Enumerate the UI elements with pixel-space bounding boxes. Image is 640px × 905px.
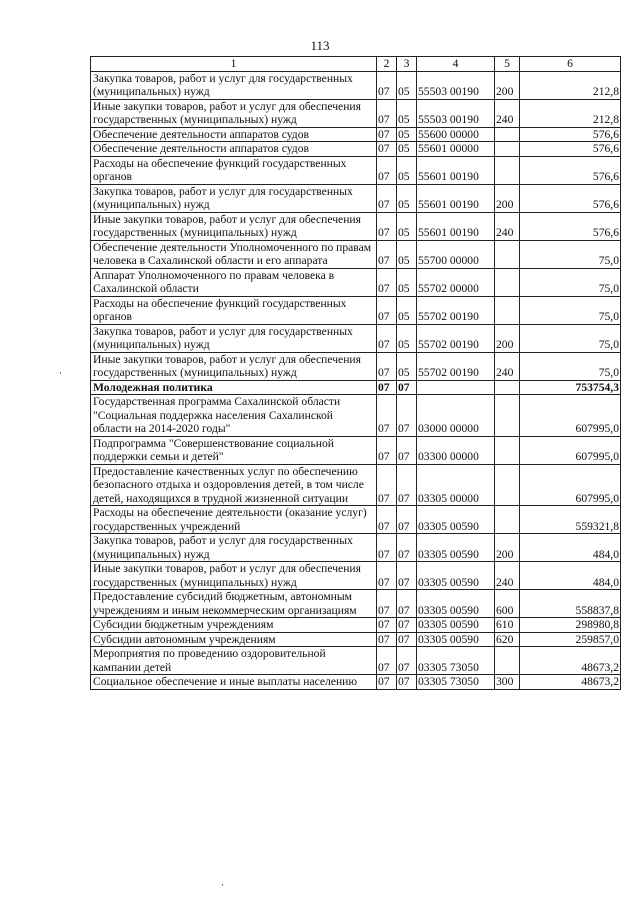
row-name-cell: Предоставление субсидий бюджетным, автономным учреждениям и иным некоммерческим организациям bbox=[91, 590, 377, 618]
table-row bbox=[91, 240, 621, 268]
target-article-cell: 03305 00000 bbox=[417, 464, 495, 506]
row-name-cell: Мероприятия по проведению оздоровительной кампании детей bbox=[91, 647, 377, 675]
table-row bbox=[91, 71, 621, 99]
row-name-cell: Закупка товаров, работ и услуг для государственных (муниципальных) нужд bbox=[91, 534, 377, 562]
table-row bbox=[91, 590, 621, 618]
expense-type-cell bbox=[495, 436, 520, 464]
amount-cell: 259857,0 bbox=[520, 632, 621, 647]
target-article-cell: 55601 00190 bbox=[417, 184, 495, 212]
amount-cell: 607995,0 bbox=[520, 436, 621, 464]
amount-cell: 75,0 bbox=[520, 324, 621, 352]
row-name-cell: Аппарат Уполномоченного по правам человека в Сахалинской области bbox=[91, 268, 377, 296]
expense-type-cell: 240 bbox=[495, 99, 520, 127]
row-name-cell: Закупка товаров, работ и услуг для государственных (муниципальных) нужд bbox=[91, 324, 377, 352]
section-code-cell: 07 bbox=[377, 142, 397, 157]
target-article-cell: 03300 00000 bbox=[417, 436, 495, 464]
row-name-cell: Иные закупки товаров, работ и услуг для обеспечения государственных (муниципальных) нужд bbox=[91, 352, 377, 380]
table-row bbox=[91, 436, 621, 464]
amount-cell: 558837,8 bbox=[520, 590, 621, 618]
expense-type-cell: 610 bbox=[495, 618, 520, 633]
row-name-cell: Расходы на обеспечение деятельности (оказание услуг) государственных учреждений bbox=[91, 506, 377, 534]
target-article-cell: 55601 00190 bbox=[417, 212, 495, 240]
subsection-code-cell: 07 bbox=[397, 395, 417, 437]
amount-cell: 576,6 bbox=[520, 142, 621, 157]
table-row bbox=[91, 562, 621, 590]
amount-cell: 75,0 bbox=[520, 240, 621, 268]
subsection-code-cell: 05 bbox=[397, 99, 417, 127]
target-article-cell: 55702 00190 bbox=[417, 296, 495, 324]
target-article-cell: 55600 00000 bbox=[417, 127, 495, 142]
amount-cell: 576,6 bbox=[520, 156, 621, 184]
subsection-code-cell: 05 bbox=[397, 352, 417, 380]
subsection-code-cell: 07 bbox=[397, 675, 417, 690]
amount-cell: 484,0 bbox=[520, 562, 621, 590]
section-code-cell: 07 bbox=[377, 464, 397, 506]
amount-cell: 576,6 bbox=[520, 184, 621, 212]
amount-cell: 484,0 bbox=[520, 534, 621, 562]
amount-cell: 576,6 bbox=[520, 212, 621, 240]
table-row bbox=[91, 632, 621, 647]
target-article-cell: 55702 00000 bbox=[417, 268, 495, 296]
table-row bbox=[91, 212, 621, 240]
section-code-cell: 07 bbox=[377, 352, 397, 380]
row-name-cell: Обеспечение деятельности аппаратов судов bbox=[91, 142, 377, 157]
amount-cell: 298980,8 bbox=[520, 618, 621, 633]
expense-type-cell bbox=[495, 268, 520, 296]
row-name-cell: Государственная программа Сахалинской области "Социальная поддержка населения Сахалинской области на 2014-2020 годы" bbox=[91, 395, 377, 437]
row-name-cell: Подпрограмма "Совершенствование социальной поддержки семьи и детей" bbox=[91, 436, 377, 464]
column-header: 5 bbox=[495, 57, 520, 72]
table-row bbox=[91, 142, 621, 157]
row-name-cell: Социальное обеспечение и иные выплаты населению bbox=[91, 675, 377, 690]
target-article-cell: 03305 00590 bbox=[417, 618, 495, 633]
subsection-code-cell: 05 bbox=[397, 184, 417, 212]
section-code-cell: 07 bbox=[377, 618, 397, 633]
expense-type-cell bbox=[495, 647, 520, 675]
row-name-cell: Иные закупки товаров, работ и услуг для обеспечения государственных (муниципальных) нужд bbox=[91, 212, 377, 240]
subsection-code-cell: 07 bbox=[397, 506, 417, 534]
section-code-cell: 07 bbox=[377, 590, 397, 618]
expense-type-cell: 240 bbox=[495, 352, 520, 380]
expense-type-cell: 600 bbox=[495, 590, 520, 618]
target-article-cell: 55503 00190 bbox=[417, 71, 495, 99]
row-name-cell: Субсидии бюджетным учреждениям bbox=[91, 618, 377, 633]
subsection-code-cell: 05 bbox=[397, 324, 417, 352]
target-article-cell: 03305 00590 bbox=[417, 506, 495, 534]
subsection-code-cell: 07 bbox=[397, 562, 417, 590]
table-row bbox=[91, 268, 621, 296]
section-code-cell: 07 bbox=[377, 240, 397, 268]
column-header: 3 bbox=[397, 57, 417, 72]
expense-type-cell: 240 bbox=[495, 212, 520, 240]
row-name-cell: Обеспечение деятельности Уполномоченного по правам человека в Сахалинской области и его аппарата bbox=[91, 240, 377, 268]
table-row bbox=[91, 99, 621, 127]
expense-type-cell: 200 bbox=[495, 324, 520, 352]
expense-type-cell bbox=[495, 506, 520, 534]
table-row bbox=[91, 395, 621, 437]
column-header: 1 bbox=[91, 57, 377, 72]
section-code-cell: 07 bbox=[377, 268, 397, 296]
scan-mark bbox=[222, 884, 223, 886]
section-code-cell: 07 bbox=[377, 675, 397, 690]
table-row bbox=[91, 296, 621, 324]
section-code-cell: 07 bbox=[377, 184, 397, 212]
row-name-cell: Предоставление качественных услуг по обеспечению безопасного отдыха и оздоровления детей, в том числе детей, находящихся в трудной жизненной ситуации bbox=[91, 464, 377, 506]
subsection-code-cell: 05 bbox=[397, 212, 417, 240]
subsection-code-cell: 07 bbox=[397, 590, 417, 618]
target-article-cell: 03000 00000 bbox=[417, 395, 495, 437]
table-row bbox=[91, 184, 621, 212]
column-header: 4 bbox=[417, 57, 495, 72]
section-code-cell: 07 bbox=[377, 395, 397, 437]
table-row bbox=[91, 127, 621, 142]
subsection-code-cell: 05 bbox=[397, 268, 417, 296]
row-name-cell: Закупка товаров, работ и услуг для государственных (муниципальных) нужд bbox=[91, 71, 377, 99]
expense-type-cell bbox=[495, 156, 520, 184]
expense-type-cell bbox=[495, 464, 520, 506]
subsection-code-cell: 07 bbox=[397, 464, 417, 506]
section-code-cell: 07 bbox=[377, 296, 397, 324]
expense-type-cell bbox=[495, 240, 520, 268]
section-code-cell: 07 bbox=[377, 380, 397, 395]
amount-cell: 75,0 bbox=[520, 296, 621, 324]
section-code-cell: 07 bbox=[377, 436, 397, 464]
target-article-cell: 03305 00590 bbox=[417, 534, 495, 562]
row-name-cell: Закупка товаров, работ и услуг для государственных (муниципальных) нужд bbox=[91, 184, 377, 212]
amount-cell: 212,8 bbox=[520, 71, 621, 99]
row-name-cell: Иные закупки товаров, работ и услуг для обеспечения государственных (муниципальных) нужд bbox=[91, 99, 377, 127]
amount-cell: 212,8 bbox=[520, 99, 621, 127]
subsection-code-cell: 05 bbox=[397, 71, 417, 99]
section-code-cell: 07 bbox=[377, 647, 397, 675]
target-article-cell: 03305 00590 bbox=[417, 590, 495, 618]
subsection-code-cell: 07 bbox=[397, 618, 417, 633]
subsection-code-cell: 07 bbox=[397, 647, 417, 675]
section-code-cell: 07 bbox=[377, 212, 397, 240]
amount-cell: 607995,0 bbox=[520, 395, 621, 437]
target-article-cell bbox=[417, 380, 495, 395]
subsection-code-cell: 05 bbox=[397, 127, 417, 142]
target-article-cell: 03305 73050 bbox=[417, 647, 495, 675]
expense-type-cell: 620 bbox=[495, 632, 520, 647]
row-name-cell: Обеспечение деятельности аппаратов судов bbox=[91, 127, 377, 142]
amount-cell: 753754,3 bbox=[520, 380, 621, 395]
section-code-cell: 07 bbox=[377, 506, 397, 534]
subsection-code-cell: 07 bbox=[397, 534, 417, 562]
table-header-row bbox=[91, 57, 621, 72]
target-article-cell: 55601 00000 bbox=[417, 142, 495, 157]
row-name-cell: Расходы на обеспечение функций государственных органов bbox=[91, 296, 377, 324]
table-row bbox=[91, 506, 621, 534]
amount-cell: 75,0 bbox=[520, 268, 621, 296]
table-row bbox=[91, 675, 621, 690]
target-article-cell: 55702 00190 bbox=[417, 324, 495, 352]
expense-type-cell bbox=[495, 296, 520, 324]
row-name-cell: Иные закупки товаров, работ и услуг для обеспечения государственных (муниципальных) нужд bbox=[91, 562, 377, 590]
subsection-code-cell: 05 bbox=[397, 142, 417, 157]
table-row bbox=[91, 534, 621, 562]
subsection-code-cell: 07 bbox=[397, 380, 417, 395]
amount-cell: 576,6 bbox=[520, 127, 621, 142]
table-row bbox=[91, 352, 621, 380]
amount-cell: 559321,8 bbox=[520, 506, 621, 534]
subsection-code-cell: 05 bbox=[397, 156, 417, 184]
section-code-cell: 07 bbox=[377, 632, 397, 647]
table-row bbox=[91, 156, 621, 184]
table-row bbox=[91, 464, 621, 506]
target-article-cell: 03305 00590 bbox=[417, 562, 495, 590]
table-row bbox=[91, 647, 621, 675]
amount-cell: 607995,0 bbox=[520, 464, 621, 506]
section-code-cell: 07 bbox=[377, 562, 397, 590]
target-article-cell: 03305 73050 bbox=[417, 675, 495, 690]
column-header: 2 bbox=[377, 57, 397, 72]
table-row bbox=[91, 324, 621, 352]
column-header: 6 bbox=[520, 57, 621, 72]
expense-type-cell: 300 bbox=[495, 675, 520, 690]
target-article-cell: 55503 00190 bbox=[417, 99, 495, 127]
section-code-cell: 07 bbox=[377, 324, 397, 352]
target-article-cell: 55601 00190 bbox=[417, 156, 495, 184]
amount-cell: 75,0 bbox=[520, 352, 621, 380]
page-number: 113 bbox=[310, 38, 330, 53]
table-row bbox=[91, 618, 621, 633]
expense-type-cell: 200 bbox=[495, 184, 520, 212]
target-article-cell: 55702 00190 bbox=[417, 352, 495, 380]
row-name-cell: Субсидии автономным учреждениям bbox=[91, 632, 377, 647]
subsection-code-cell: 05 bbox=[397, 240, 417, 268]
expense-type-cell bbox=[495, 142, 520, 157]
row-name-cell: Молодежная политика bbox=[91, 380, 377, 395]
section-code-cell: 07 bbox=[377, 156, 397, 184]
subsection-code-cell: 07 bbox=[397, 436, 417, 464]
subsection-code-cell: 07 bbox=[397, 632, 417, 647]
budget-table bbox=[90, 56, 621, 690]
subsection-code-cell: 05 bbox=[397, 296, 417, 324]
expense-type-cell: 200 bbox=[495, 71, 520, 99]
row-name-cell: Расходы на обеспечение функций государственных органов bbox=[91, 156, 377, 184]
section-code-cell: 07 bbox=[377, 127, 397, 142]
expense-type-cell: 200 bbox=[495, 534, 520, 562]
section-code-cell: 07 bbox=[377, 99, 397, 127]
section-code-cell: 07 bbox=[377, 534, 397, 562]
table-row bbox=[91, 380, 621, 395]
expense-type-cell bbox=[495, 380, 520, 395]
target-article-cell: 03305 00590 bbox=[417, 632, 495, 647]
expense-type-cell bbox=[495, 127, 520, 142]
amount-cell: 48673,2 bbox=[520, 647, 621, 675]
scan-mark bbox=[60, 372, 61, 374]
expense-type-cell: 240 bbox=[495, 562, 520, 590]
expense-type-cell bbox=[495, 395, 520, 437]
section-code-cell: 07 bbox=[377, 71, 397, 99]
target-article-cell: 55700 00000 bbox=[417, 240, 495, 268]
amount-cell: 48673,2 bbox=[520, 675, 621, 690]
